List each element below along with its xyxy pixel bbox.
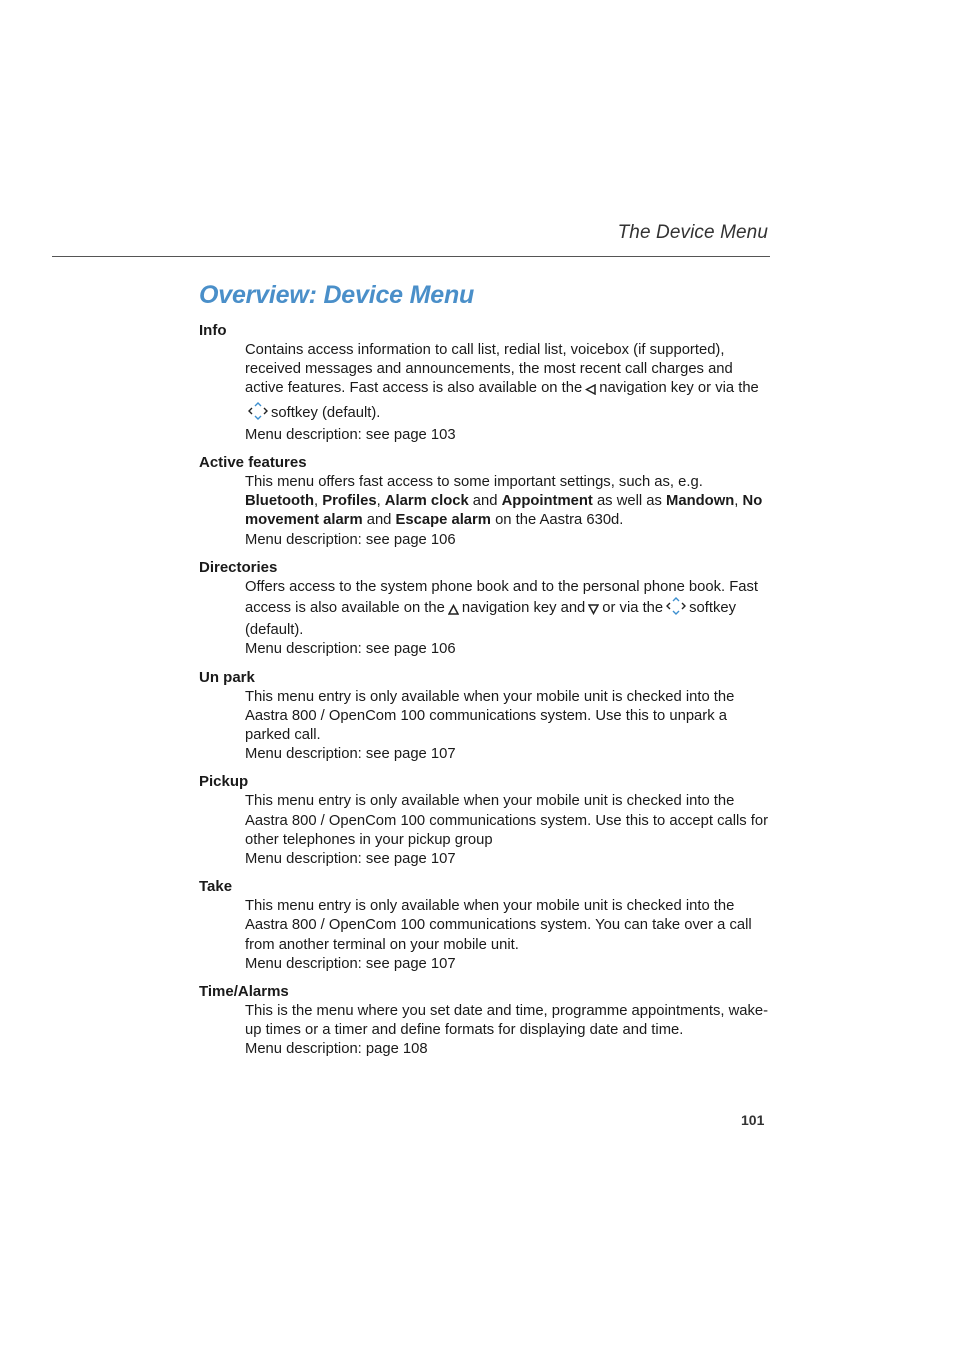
section-body bbox=[245, 578, 769, 660]
section-un-park bbox=[199, 668, 769, 765]
feature-name: Alarm clock bbox=[384, 493, 469, 510]
menu-reference: Menu description: see page 106 bbox=[245, 531, 456, 548]
text-run: softkey (default). bbox=[245, 600, 737, 639]
text-run: as well as bbox=[592, 493, 667, 510]
section-text: This menu entry is only available when your mobile unit is checked into the Aastra 800 / OpenCom 100 communications system. You can take over a call from another terminal on your mobile unit. bbox=[245, 898, 752, 953]
nav-up-key-icon bbox=[448, 602, 459, 621]
feature-name: Mandown bbox=[666, 493, 735, 510]
nav-left-key-icon bbox=[585, 382, 596, 401]
feature-name: Bluetooth bbox=[245, 493, 315, 510]
section-heading: Take bbox=[199, 878, 233, 896]
page-title: Overview: Device Menu bbox=[199, 281, 475, 309]
feature-name: Profiles bbox=[322, 493, 377, 510]
section-directories bbox=[199, 558, 769, 660]
section-text: This menu entry is only available when your mobile unit is checked into the Aastra 800 / OpenCom 100 communications system. Use this to accept calls for other telephones in your pickup group bbox=[245, 793, 769, 848]
text-run: on the Aastra 630d. bbox=[490, 512, 624, 529]
header-rule bbox=[52, 256, 770, 257]
feature-name: Appointment bbox=[501, 493, 593, 510]
section-time-alarms bbox=[199, 982, 769, 1060]
feature-name: Escape alarm bbox=[395, 512, 491, 529]
menu-reference: Menu description: see page 106 bbox=[245, 641, 456, 658]
feature-name: No movement alarm bbox=[245, 493, 763, 529]
section-body bbox=[245, 792, 769, 869]
section-body bbox=[245, 1002, 769, 1060]
section-heading: Un park bbox=[199, 668, 255, 686]
text-run: , bbox=[314, 493, 323, 510]
menu-reference: Menu description: see page 103 bbox=[245, 426, 456, 443]
four-way-softkey-icon bbox=[248, 402, 268, 426]
text-run: navigation key and bbox=[461, 600, 586, 617]
section-take bbox=[199, 877, 769, 974]
nav-down-key-icon bbox=[588, 602, 599, 621]
section-text bbox=[245, 341, 769, 426]
section-pickup bbox=[199, 772, 769, 869]
section-text bbox=[245, 578, 769, 641]
text-run: , bbox=[734, 493, 743, 510]
section-body bbox=[245, 688, 769, 765]
section-info bbox=[199, 321, 769, 445]
section-heading: Info bbox=[199, 322, 227, 339]
menu-reference: Menu description: see page 107 bbox=[245, 955, 456, 972]
section-text bbox=[245, 473, 769, 531]
text-run: and bbox=[468, 493, 502, 510]
section-heading: Time/Alarms bbox=[199, 983, 289, 1001]
menu-reference: Menu description: see page 107 bbox=[245, 746, 456, 763]
text-run: softkey (default). bbox=[271, 404, 381, 421]
text-run: navigation key or via the bbox=[599, 380, 759, 397]
section-heading: Directories bbox=[199, 558, 278, 576]
running-header: The Device Menu bbox=[617, 222, 768, 243]
menu-reference: Menu description: see page 107 bbox=[245, 851, 456, 868]
section-body bbox=[245, 897, 769, 974]
text-run: This menu offers fast access to some important settings, such as, e.g. bbox=[245, 474, 703, 491]
section-body bbox=[245, 473, 769, 550]
page-number: 101 bbox=[741, 1112, 765, 1128]
section-body bbox=[245, 341, 769, 445]
sections bbox=[199, 321, 769, 1068]
menu-reference: Menu description: page 108 bbox=[245, 1041, 428, 1058]
section-heading: Pickup bbox=[199, 773, 249, 791]
text-run: or via the bbox=[602, 600, 664, 617]
text-run: Contains access information to call list, redial list, voicebox (if supported), received messages and announcements, the most recent call charges and active features. Fast access is also available on the bbox=[245, 342, 733, 397]
section-text: This is the menu where you set date and time, programme appointments, wake-up times or a timer and define formats for displaying date and time. bbox=[245, 1003, 769, 1039]
section-text: This menu entry is only available when your mobile unit is checked into the Aastra 800 / OpenCom 100 communications system. Use this to unpark a parked call. bbox=[245, 688, 735, 744]
text-run: and bbox=[362, 512, 396, 529]
four-way-softkey-icon bbox=[666, 597, 686, 621]
text-run: Offers access to the system phone book and to the personal phone book. Fast access is also available on the bbox=[245, 578, 758, 617]
section-active-features bbox=[199, 453, 769, 550]
section-heading: Active features bbox=[199, 454, 307, 472]
text-run: , bbox=[376, 493, 385, 510]
